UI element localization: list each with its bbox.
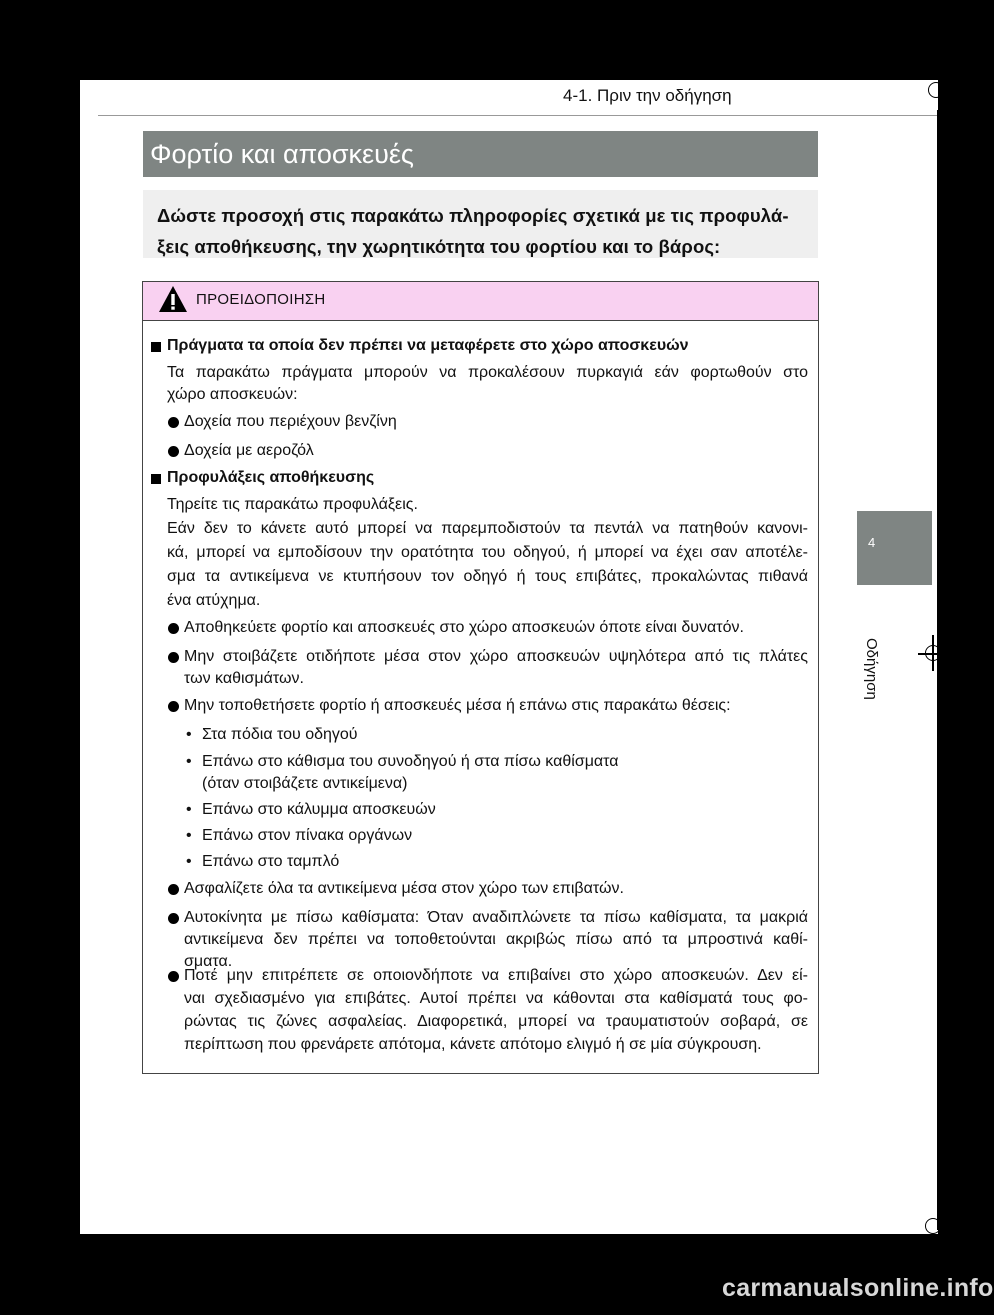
list-item-cont: ρώντας τις ζώνες ασφαλείας. Διαφορετικά, μπορεί να τραυματιστούν σοβαρά, σε [184, 1013, 808, 1030]
bullet [168, 417, 179, 428]
list-item: Δοχεία με αεροζόλ [184, 442, 314, 459]
warning-triangle-icon [158, 285, 188, 313]
paragraph-line: Τα παρακάτω πράγματα μπορούν να προκαλέσουν πυρκαγιά εάν φορτωθούν στο [167, 364, 808, 381]
section-title: Προφυλάξεις αποθήκευσης [167, 469, 375, 486]
right-margin-rule [937, 110, 939, 1230]
bullet [168, 971, 179, 982]
sub-list-item: Επάνω στο κάθισμα του συνοδηγού ή στα πίσω καθίσματα [202, 753, 619, 770]
chapter-number: 4 [868, 535, 876, 550]
crop-line [918, 653, 942, 655]
crop-mark-bottom [925, 1218, 941, 1234]
list-item: Αποθηκεύετε φορτίο και αποσκευές στο χώρο αποσκευών όποτε είναι δυνατόν. [184, 619, 744, 636]
sub-list-item-cont: (όταν στοιβάζετε αντικείμενα) [202, 775, 408, 792]
bullet [168, 884, 179, 895]
list-item-cont: των καθισμάτων. [184, 670, 304, 687]
bullet [168, 913, 179, 924]
bullet [168, 701, 179, 712]
paragraph-line: κά, μπορεί να εμποδίσουν την ορατότητα του οδηγού, ή μπορεί να έχει σαν αποτέλε- [167, 544, 808, 561]
sub-bullet: • [186, 726, 192, 743]
chapter-label: Οδήγηση [863, 638, 880, 700]
list-item-cont: περίπτωση που φρενάρετε απότομα, κάνετε απότομο ελιγμό ή σε μία σύγκρουση. [184, 1036, 762, 1053]
paragraph-line: Εάν δεν το κάνετε αυτό μπορεί να παρεμποδιστούν τα πεντάλ να πατηθούν κανονι- [167, 520, 808, 537]
section-marker [151, 474, 161, 484]
list-item-cont: ναι σχεδιασμένο για επιβάτες. Αυτοί πρέπει να κάθονται στα καθίσματά τους φο- [184, 990, 808, 1007]
paragraph-line: χώρο αποσκευών: [167, 386, 298, 403]
bullet [168, 623, 179, 634]
section-title: Πράγματα τα οποία δεν πρέπει να μεταφέρετε στο χώρο αποσκευών [167, 337, 689, 354]
warning-label: ΠΡΟΕΙΔΟΠΟΙΗΣΗ [196, 291, 326, 308]
watermark: carmanualsonline.info [722, 1274, 994, 1302]
intro-text: Δώστε προσοχή στις παρακάτω πληροφορίες σχετικά με τις προφυλά- ξεις αποθήκευσης, την χωρητικότητα του φορτίου και το βάρος: [157, 205, 789, 257]
list-item-cont: αντικείμενα δεν πρέπει να τοποθετούνται ακριβώς πίσω από τα μπροστινά καθί- [184, 931, 808, 948]
list-item: Δοχεία που περιέχουν βενζίνη [184, 413, 397, 430]
list-item: Μην στοιβάζετε οτιδήποτε μέσα στον χώρο αποσκευών υψηλότερα από τις πλάτες [184, 648, 808, 665]
list-item: Μην τοποθετήσετε φορτίο ή αποσκευές μέσα ή επάνω στις παρακάτω θέσεις: [184, 697, 731, 714]
bullet [168, 652, 179, 663]
list-item: Ποτέ μην επιτρέπετε σε οποιονδήποτε να επιβαίνει στο χώρο αποσκευών. Δεν εί- [184, 967, 808, 984]
list-item: Αυτοκίνητα με πίσω καθίσματα: Όταν αναδιπλώνετε τα πίσω καθίσματα, τα μακριά [184, 909, 808, 926]
section-header: 4-1. Πριν την οδήγηση [563, 86, 732, 105]
header-rule [98, 115, 938, 116]
sub-list-item: Στα πόδια του οδηγού [202, 726, 358, 743]
bullet [168, 446, 179, 457]
list-item: Ασφαλίζετε όλα τα αντικείμενα μέσα στον χώρο των επιβατών. [184, 880, 624, 897]
crop-mark-top [928, 82, 944, 98]
paragraph-line: ένα ατύχημα. [167, 592, 261, 609]
list-item-cont: σματα. [184, 953, 233, 970]
sub-bullet: • [186, 853, 192, 870]
paragraph-line: Τηρείτε τις παρακάτω προφυλάξεις. [167, 496, 418, 513]
sub-bullet: • [186, 827, 192, 844]
sub-list-item: Επάνω στο ταμπλό [202, 853, 340, 870]
sub-list-item: Επάνω στον πίνακα οργάνων [202, 827, 413, 844]
section-marker [151, 342, 161, 352]
crop-line [932, 635, 934, 671]
page-title: Φορτίο και αποσκευές [150, 139, 414, 169]
paragraph-line: σμα τα αντικείμενα νε κτυπήσουν τον οδηγό ή τους επιβάτες, προκαλώντας πιθανά [167, 568, 808, 585]
sub-bullet: • [186, 753, 192, 770]
sub-bullet: • [186, 801, 192, 818]
sub-list-item: Επάνω στο κάλυμμα αποσκευών [202, 801, 436, 818]
